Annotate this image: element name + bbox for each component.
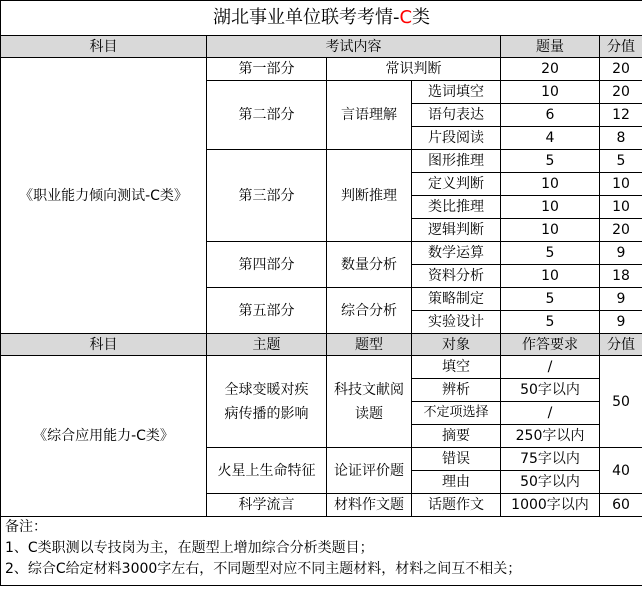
page-title — [1, 1, 642, 36]
part4-name: 第四部分 — [207, 242, 327, 288]
item-object: 摘要 — [412, 425, 501, 448]
item-count: 4 — [501, 127, 600, 150]
group3-theme: 科学流言 — [207, 494, 327, 517]
item-score: 5 — [600, 150, 642, 173]
item-name: 定义判断 — [412, 173, 501, 196]
item-requirement: 50字以内 — [501, 379, 600, 402]
part3-name: 第三部分 — [207, 150, 327, 242]
item-count: 10 — [501, 265, 600, 288]
note-line-2: 2、综合C给定材料3000字左右，不同题型对应不同主题材料，材料之间互不相关； — [5, 561, 522, 577]
group1-theme — [207, 356, 327, 448]
item-requirement: 50字以内 — [501, 471, 600, 494]
item-score: 20 — [600, 219, 642, 242]
item-count: 10 — [501, 219, 600, 242]
group1-score: 50 — [600, 356, 642, 448]
item-name: 策略制定 — [412, 288, 501, 311]
item-name: 类比推理 — [412, 196, 501, 219]
item-requirement: 75字以内 — [501, 448, 600, 471]
group3-score: 60 — [600, 494, 642, 517]
item-score: 10 — [600, 196, 642, 219]
section1-header-row — [1, 36, 642, 58]
part3-module: 判断推理 — [327, 150, 412, 242]
group3-type: 材料作文题 — [327, 494, 412, 517]
item-name: 资料分析 — [412, 265, 501, 288]
item-count: 5 — [501, 242, 600, 265]
header-content: 考试内容 — [207, 36, 501, 58]
item-object: 错误 — [412, 448, 501, 471]
item-object: 填空 — [412, 356, 501, 379]
part5-module: 综合分析 — [327, 288, 412, 334]
title-accent: C — [399, 7, 413, 28]
header-object: 对象 — [412, 334, 501, 356]
item-count: 6 — [501, 104, 600, 127]
item-score: 20 — [600, 81, 642, 104]
header-score: 分值 — [600, 334, 642, 356]
item-count: 5 — [501, 311, 600, 334]
group3-requirement: 1000字以内 — [501, 494, 600, 517]
notes — [1, 517, 642, 586]
item-name: 逻辑判断 — [412, 219, 501, 242]
item-name: 数学运算 — [412, 242, 501, 265]
section1-subject: 《职业能力倾向测试-C类》 — [1, 58, 207, 334]
group1-theme-text: 全球变暖对疾病传播的影响 — [224, 381, 309, 422]
title-suffix: 类 — [412, 7, 431, 28]
item-count: 10 — [501, 81, 600, 104]
item-score: 18 — [600, 265, 642, 288]
group2-type: 论证评价题 — [327, 448, 412, 494]
section2-subject: 《综合应用能力-C类》 — [1, 356, 207, 517]
item-requirement: 250字以内 — [501, 425, 600, 448]
item-requirement: / — [501, 356, 600, 379]
item-count: 10 — [501, 196, 600, 219]
header-subject: 科目 — [1, 334, 207, 356]
group2-theme: 火星上生命特征 — [207, 448, 327, 494]
header-count: 题量 — [501, 36, 600, 58]
group1-type — [327, 356, 412, 448]
item-count: 5 — [501, 288, 600, 311]
part1-score: 20 — [600, 58, 642, 81]
item-score: 9 — [600, 288, 642, 311]
group1-type-text: 科技文献阅读题 — [334, 381, 404, 422]
item-name: 选词填空 — [412, 81, 501, 104]
table-row — [1, 58, 642, 81]
header-type: 题型 — [327, 334, 412, 356]
item-object: 辨析 — [412, 379, 501, 402]
header-subject: 科目 — [1, 36, 207, 58]
item-score: 8 — [600, 127, 642, 150]
table-row — [1, 356, 642, 379]
item-score: 10 — [600, 173, 642, 196]
item-name: 片段阅读 — [412, 127, 501, 150]
part2-module: 言语理解 — [327, 81, 412, 150]
item-score: 9 — [600, 311, 642, 334]
item-count: 10 — [501, 173, 600, 196]
item-requirement: / — [501, 402, 600, 425]
header-requirement: 作答要求 — [501, 334, 600, 356]
note-line-1: 1、C类职测以专技岗为主，在题型上增加综合分析类题目； — [5, 540, 374, 556]
part1-name: 第一部分 — [207, 58, 327, 81]
part4-module: 数量分析 — [327, 242, 412, 288]
notes-label: 备注： — [5, 519, 47, 535]
part5-name: 第五部分 — [207, 288, 327, 334]
group2-score: 40 — [600, 448, 642, 494]
section2-header-row — [1, 334, 642, 356]
item-score: 9 — [600, 242, 642, 265]
part2-name: 第二部分 — [207, 81, 327, 150]
group3-object: 话题作文 — [412, 494, 501, 517]
part1-module: 常识判断 — [327, 58, 501, 81]
part1-count: 20 — [501, 58, 600, 81]
header-theme: 主题 — [207, 334, 327, 356]
title-prefix: 湖北事业单位联考考情- — [212, 7, 400, 28]
item-object: 理由 — [412, 471, 501, 494]
item-object: 不定项选择 — [412, 402, 501, 425]
item-count: 5 — [501, 150, 600, 173]
item-score: 12 — [600, 104, 642, 127]
item-name: 语句表达 — [412, 104, 501, 127]
header-score: 分值 — [600, 36, 642, 58]
item-name: 图形推理 — [412, 150, 501, 173]
item-name: 实验设计 — [412, 311, 501, 334]
